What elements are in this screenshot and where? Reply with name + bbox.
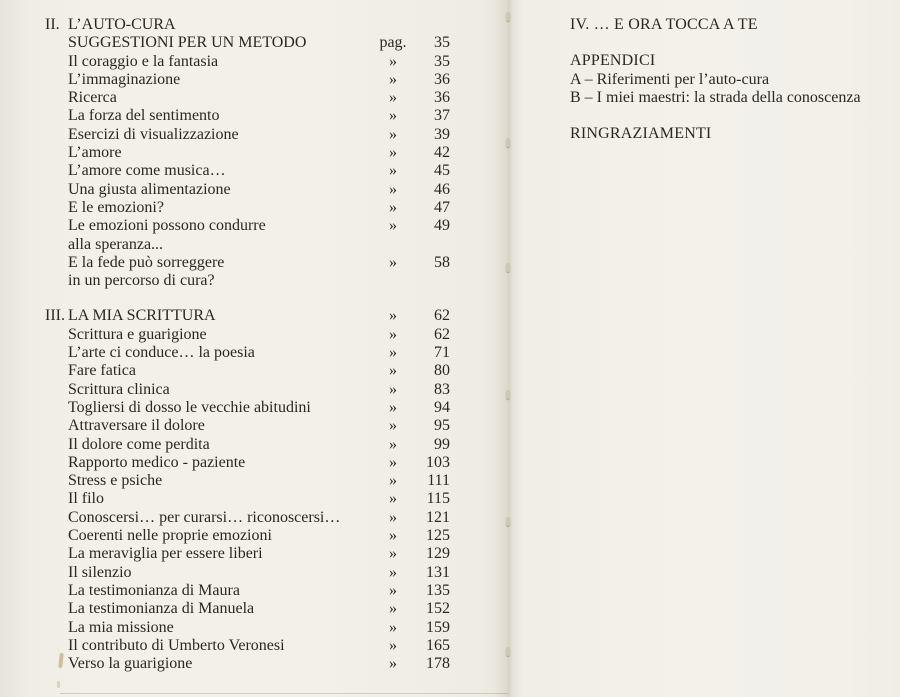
page-marker: » xyxy=(389,362,397,380)
entry-title: Il dolore come perdita xyxy=(68,435,210,453)
entry-title: SUGGESTIONI PER UN METODO xyxy=(68,34,307,52)
toc-row xyxy=(45,307,450,325)
page-marker: » xyxy=(389,600,397,618)
toc-row xyxy=(45,582,450,600)
page-number: 37 xyxy=(434,107,450,125)
toc-row xyxy=(45,545,450,563)
binding-stitch xyxy=(506,390,510,399)
page-number: 49 xyxy=(434,217,450,235)
page-number: 165 xyxy=(426,636,450,654)
page-marker: » xyxy=(389,563,397,581)
page-marker: » xyxy=(389,581,397,599)
binding-stitch xyxy=(506,517,510,526)
binding-stitch xyxy=(506,12,510,21)
page-number: 178 xyxy=(426,655,450,673)
page-marker: » xyxy=(389,435,397,453)
entry-title: E le emozioni? xyxy=(68,198,164,216)
page-marker: » xyxy=(389,125,397,143)
section-title: … E ORA TOCCA A TE xyxy=(593,16,758,33)
toc-row xyxy=(45,655,450,673)
page-marker: » xyxy=(389,545,397,563)
page-number: 152 xyxy=(426,600,450,618)
appendix-item-b: B – I miei maestri: la strada della conoscenza xyxy=(570,88,861,106)
toc-row xyxy=(45,181,450,199)
toc-row xyxy=(45,162,450,180)
page-number: 62 xyxy=(434,325,450,343)
entry-title: La testimonianza di Maura xyxy=(68,581,240,599)
page-marker: » xyxy=(389,508,397,526)
entry-title: La meraviglia per essere liberi xyxy=(68,545,263,563)
page-number: 39 xyxy=(434,125,450,143)
entry-title: Le emozioni possono condurre xyxy=(68,217,266,235)
page-number: 95 xyxy=(434,417,450,435)
entry-title: La forza del sentimento xyxy=(68,107,220,125)
entry-title: Il filo xyxy=(68,490,104,508)
page-number: 35 xyxy=(434,52,450,70)
scan-artifact-speck xyxy=(57,681,60,688)
page-marker: » xyxy=(389,490,397,508)
entry-title: LA MIA SCRITTURA xyxy=(68,307,216,325)
entry-title: La mia missione xyxy=(68,618,174,636)
page-number: 99 xyxy=(434,435,450,453)
entry-title: Esercizi di visualizzazione xyxy=(68,125,239,143)
page-marker: » xyxy=(389,144,397,162)
entry-title: L’amore come musica… xyxy=(68,162,226,180)
toc-row xyxy=(45,600,450,618)
section-numeral: III. xyxy=(45,307,65,325)
page-number: 111 xyxy=(427,472,450,490)
toc-row xyxy=(45,454,450,472)
page-marker: » xyxy=(389,453,397,471)
toc-row xyxy=(45,527,450,545)
page-number: 103 xyxy=(426,453,450,471)
page-marker: » xyxy=(389,180,397,198)
page-marker: » xyxy=(389,417,397,435)
toc-row xyxy=(45,381,450,399)
entry-title: Scrittura clinica xyxy=(68,380,170,398)
toc-row xyxy=(45,199,450,217)
book-gutter-crease xyxy=(508,0,509,697)
entry-title: Rapporto medico - paziente xyxy=(68,453,246,471)
toc-row xyxy=(45,254,450,272)
page-number: 159 xyxy=(426,618,450,636)
page-marker: » xyxy=(389,527,397,545)
entry-title: La testimonianza di Manuela xyxy=(68,600,255,618)
page-number: 42 xyxy=(434,144,450,162)
entry-title: L’amore xyxy=(68,144,122,162)
toc-row xyxy=(45,509,450,527)
section-numeral: IV. xyxy=(570,16,590,33)
page-marker: » xyxy=(389,162,397,180)
toc-row xyxy=(45,144,450,162)
entry-title: E la fede può sorreggere xyxy=(68,253,225,271)
section-numeral: II. xyxy=(45,16,60,33)
toc-row xyxy=(45,272,450,290)
toc-row xyxy=(45,34,450,52)
page-marker: pag. xyxy=(379,34,407,52)
entry-title: Fare fatica xyxy=(68,362,136,380)
toc-row xyxy=(45,472,450,490)
toc-row xyxy=(45,417,450,435)
page-number: 80 xyxy=(434,362,450,380)
page-number: 125 xyxy=(426,527,450,545)
entry-title: in un percorso di cura? xyxy=(68,272,215,290)
page-number: 45 xyxy=(434,162,450,180)
toc-row xyxy=(45,53,450,71)
entry-title: Togliersi di dosso le vecchie abitudini xyxy=(68,398,311,416)
toc-row xyxy=(45,16,450,34)
page-marker: » xyxy=(389,398,397,416)
binding-stitch xyxy=(506,647,510,656)
right-page-content xyxy=(508,0,900,143)
entry-title: L’AUTO-CURA xyxy=(68,16,176,33)
toc-row xyxy=(45,362,450,380)
page-number: 71 xyxy=(434,344,450,362)
page-marker: » xyxy=(389,618,397,636)
page-number: 36 xyxy=(434,70,450,88)
page-marker: » xyxy=(389,472,397,490)
toc-row xyxy=(45,637,450,655)
toc-row xyxy=(45,399,450,417)
toc-row xyxy=(45,126,450,144)
entry-title: Stress e psiche xyxy=(68,472,163,490)
page-marker: » xyxy=(389,380,397,398)
entry-title: Verso la guarigione xyxy=(68,655,193,673)
entry-title: Il contributo di Umberto Veronesi xyxy=(68,636,285,654)
page-number: 129 xyxy=(426,545,450,563)
page-number: 47 xyxy=(434,198,450,216)
appendix-item-a: A – Riferimenti per l’auto-cura xyxy=(570,70,770,88)
toc-row xyxy=(45,89,450,107)
page-number: 94 xyxy=(434,398,450,416)
entry-title: L’arte ci conduce… la poesia xyxy=(68,344,255,362)
entry-title: Coerenti nelle proprie emozioni xyxy=(68,527,272,545)
toc-row xyxy=(45,236,450,254)
ringraziamenti-heading: RINGRAZIAMENTI xyxy=(570,125,712,143)
toc-row xyxy=(45,107,450,125)
page-number: 62 xyxy=(434,307,450,325)
entry-title: Scrittura e guarigione xyxy=(68,325,207,343)
page-marker: » xyxy=(389,253,397,271)
appendici-heading: APPENDICI xyxy=(570,52,656,70)
page-number: 121 xyxy=(426,508,450,526)
page-marker: » xyxy=(389,217,397,235)
page-number: 58 xyxy=(434,253,450,271)
toc-row xyxy=(45,564,450,582)
toc-row xyxy=(45,217,450,235)
page-marker: » xyxy=(389,198,397,216)
toc-row xyxy=(45,619,450,637)
toc-row xyxy=(45,71,450,89)
entry-title: Ricerca xyxy=(68,89,117,107)
right-page xyxy=(508,0,900,697)
page-number: 36 xyxy=(434,89,450,107)
page-number: 131 xyxy=(426,563,450,581)
page-marker: » xyxy=(389,655,397,673)
page-marker: » xyxy=(389,52,397,70)
page-marker: » xyxy=(389,89,397,107)
page-marker: » xyxy=(389,107,397,125)
entry-title: alla speranza... xyxy=(68,235,164,253)
entry-title: Il coraggio e la fantasia xyxy=(68,52,219,70)
page-number: 83 xyxy=(434,380,450,398)
binding-stitch xyxy=(506,138,510,147)
page-marker: » xyxy=(389,636,397,654)
section-heading-iv xyxy=(570,16,886,34)
page-number: 135 xyxy=(426,581,450,599)
page-marker: » xyxy=(389,325,397,343)
entry-title: Il silenzio xyxy=(68,563,132,581)
page-number: 35 xyxy=(434,34,450,52)
toc-row xyxy=(45,490,450,508)
entry-title: Conoscersi… per curarsi… riconoscersi… xyxy=(68,508,341,526)
entry-title: Una giusta alimentazione xyxy=(68,180,231,198)
page-marker: » xyxy=(389,70,397,88)
toc-row xyxy=(45,436,450,454)
page-number: 46 xyxy=(434,180,450,198)
page-number: 115 xyxy=(426,490,450,508)
page-marker: » xyxy=(389,344,397,362)
entry-title: L’immaginazione xyxy=(68,70,181,88)
toc-row xyxy=(45,344,450,362)
page-marker: » xyxy=(389,307,397,325)
toc-row xyxy=(45,326,450,344)
entry-title: Attraversare il dolore xyxy=(68,417,205,435)
binding-stitch xyxy=(506,263,510,272)
